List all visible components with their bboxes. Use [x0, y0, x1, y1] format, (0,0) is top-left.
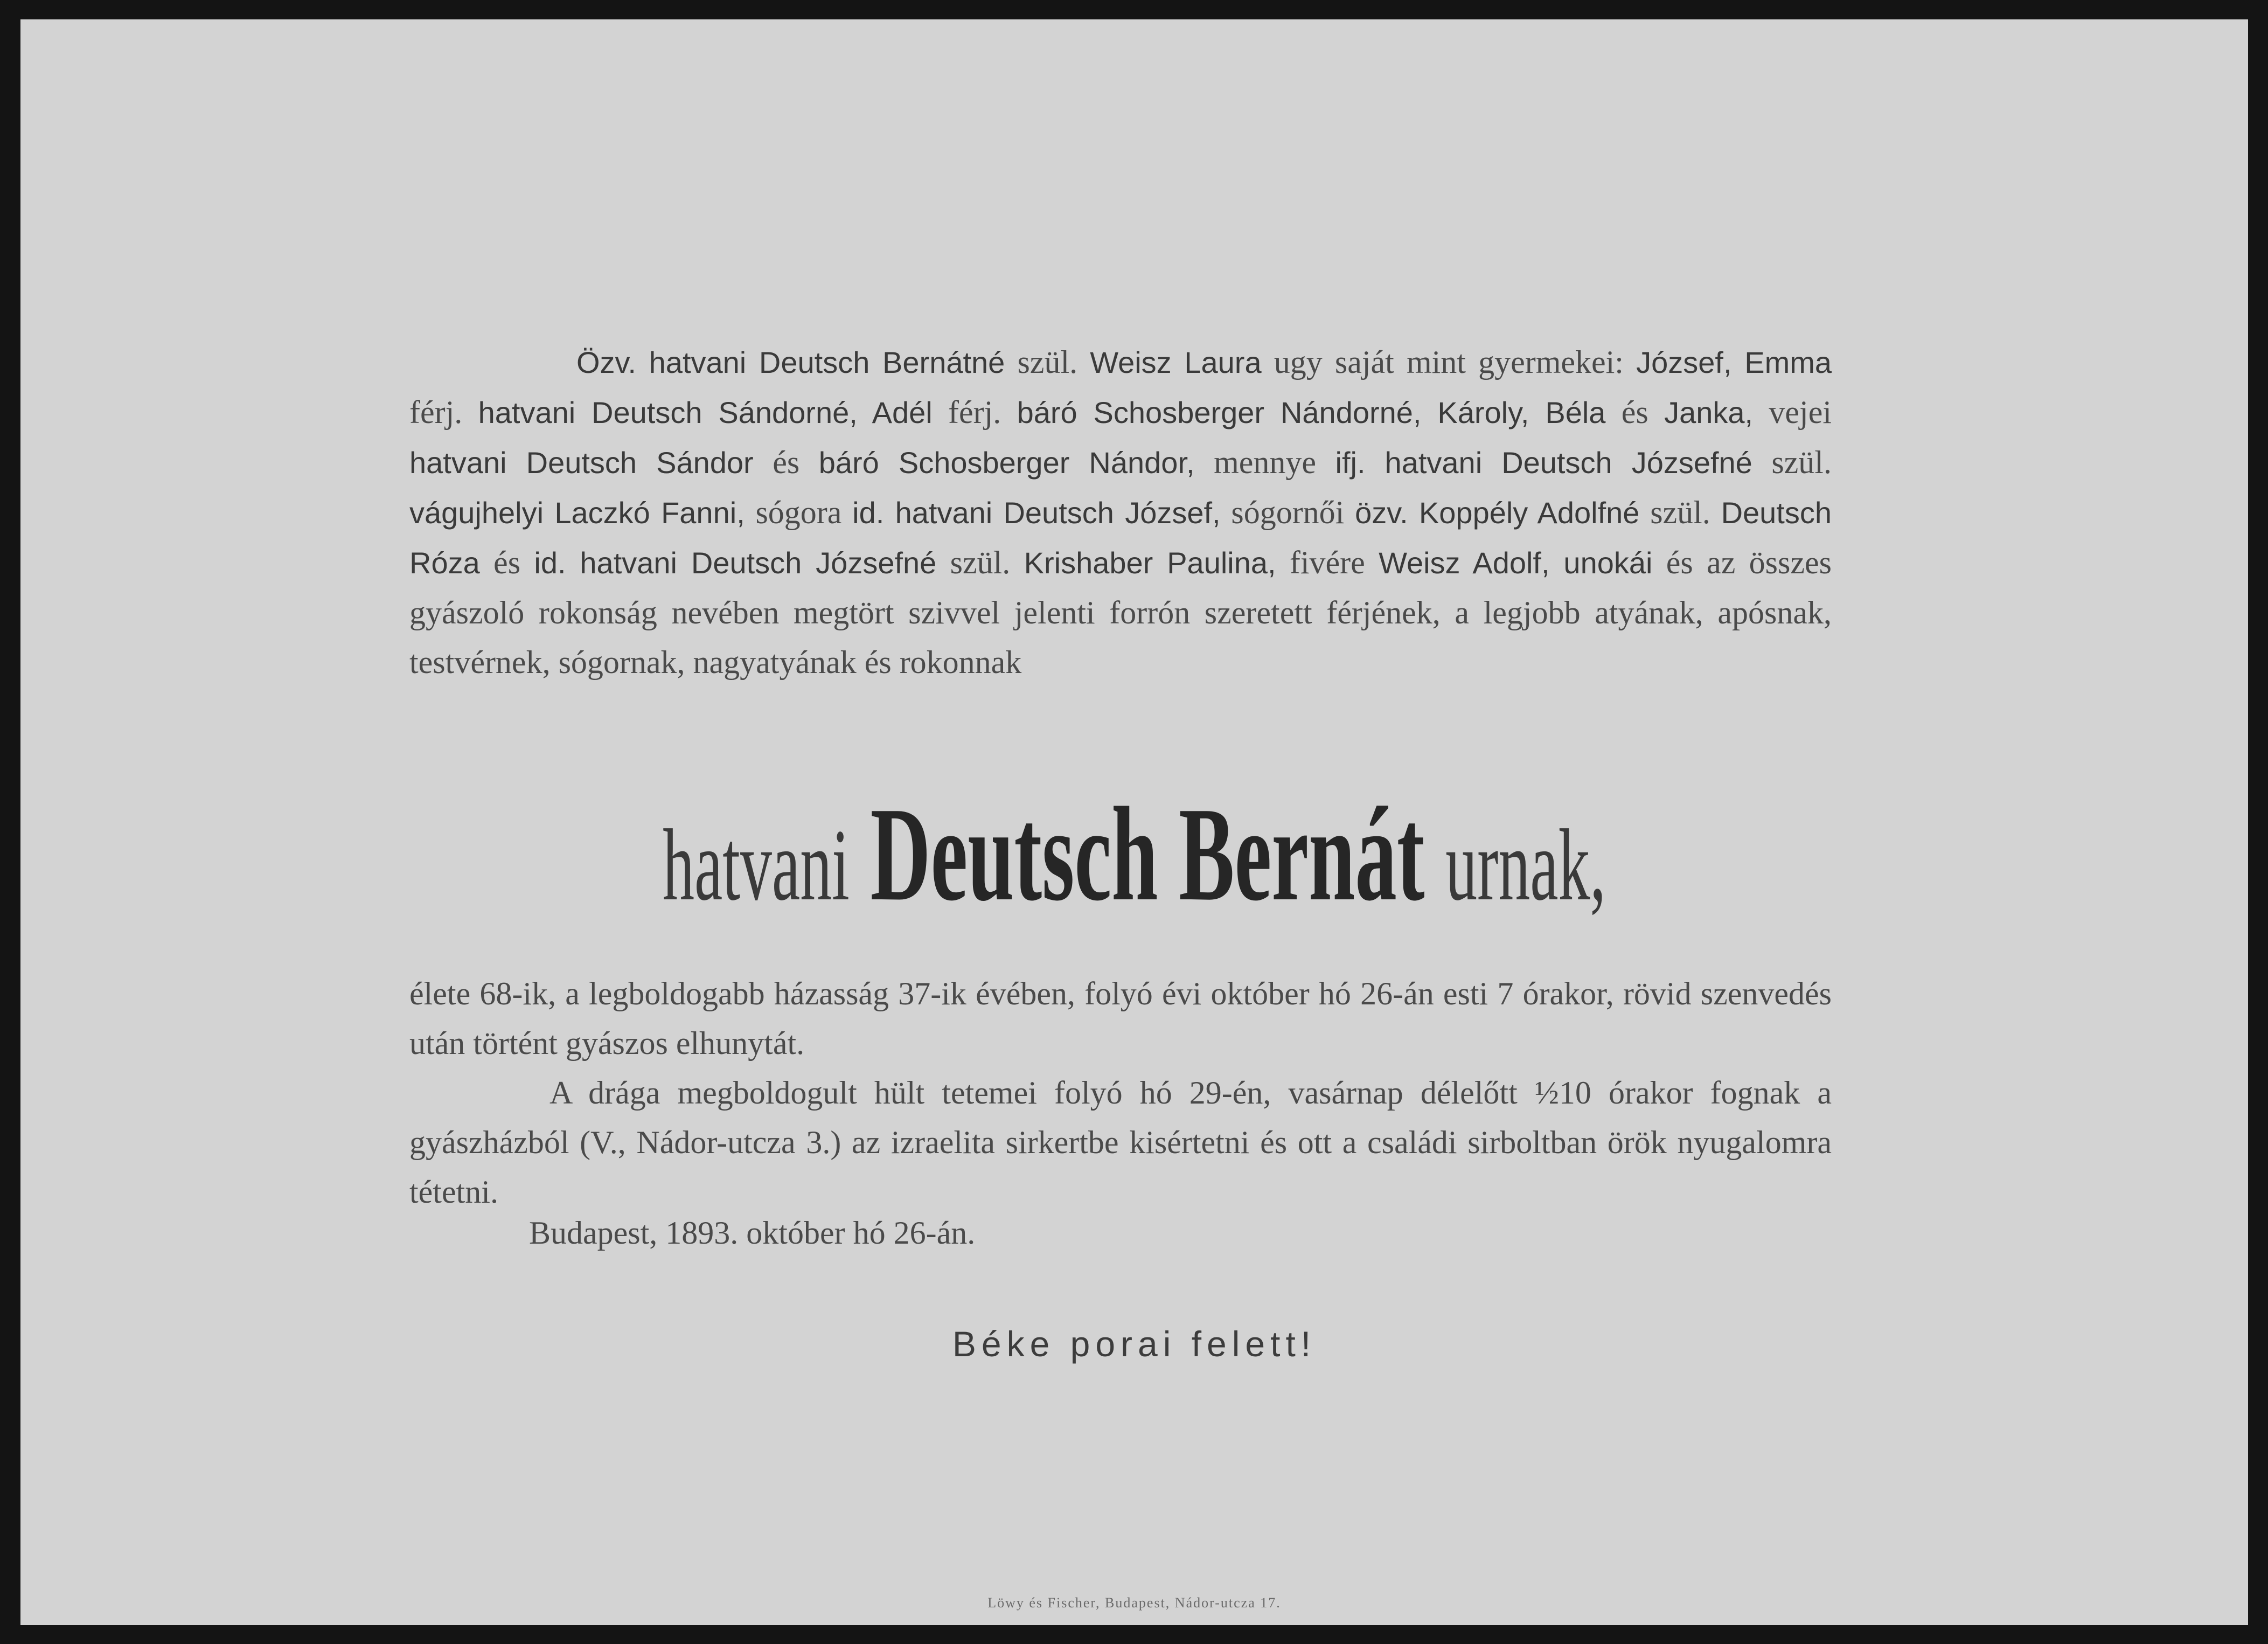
intro-segment: szül. [936, 545, 1024, 580]
closing-blessing: Béke porai felett! [952, 1324, 1317, 1364]
intro-segment: sógornői [1220, 495, 1355, 530]
intro-segment: mennye [1194, 445, 1335, 480]
intro-segment: vágujhelyi Laczkó Fanni, [409, 496, 745, 530]
intro-segment: szül. [1752, 445, 1832, 480]
intro-segment: Özv. hatvani Deutsch Bernátné [576, 345, 1005, 379]
intro-segment: báró Schosberger Nándor, [818, 446, 1195, 480]
intro-segment: férj. [932, 394, 1017, 430]
intro-segment: Weisz Laura [1090, 345, 1262, 379]
name-main: Deutsch Bernát [870, 780, 1425, 929]
name-suffix: urnak, [1445, 809, 1606, 922]
intro-segment: József, Emma [1636, 345, 1832, 379]
death-paragraph: élete 68-ik, a legboldogabb házasság 37-ik évében, folyó évi október hó 26-án esti 7 órakor, rövid szenvedés után történt gyászos elhunytát. [409, 976, 1832, 1061]
name-prefix: hatvani [663, 809, 850, 922]
intro-segment: és az összes gyászoló rokonság nevében megtört szivvel jelenti forrón szeretett férjének, a legjobb atyának, apósnak, testvérnek, sógornak, nagyatyának és rokonnak [409, 545, 1832, 680]
deceased-name-heading [444, 779, 1825, 941]
intro-segment: Janka, [1664, 396, 1754, 429]
intro-segment: vejei [1753, 394, 1832, 430]
intro-segment: hatvani Deutsch Sándor [409, 446, 754, 480]
death-notice-sheet [20, 19, 2248, 1625]
intro-segment: ugy saját mint gyermekei: [1261, 344, 1637, 380]
intro-segment: id. hatvani Deutsch József, [852, 496, 1221, 530]
intro-segment: sógora [745, 495, 853, 530]
intro-segment: Deutsch Róza [409, 496, 1832, 580]
intro-segment: szül. [1639, 495, 1721, 530]
intro-segment: ifj. hatvani Deutsch Józsefné [1335, 446, 1752, 480]
intro-segment: Krishaber Paulina, [1024, 546, 1276, 580]
date-line: Budapest, 1893. október hó 26-án. [529, 1215, 976, 1251]
intro-segment: és [1605, 394, 1665, 430]
intro-segment: Weisz Adolf, unokái [1379, 546, 1653, 580]
funeral-paragraph: A drága megboldogult hült tetemei folyó hó 29-én, vasárnap délelőtt ½10 órakor fognak a gyászházból (V., Nádor-utcza 3.) az izraelita sirkertbe kisértetni és ott a családi sirboltban örök nyugalomra tétetni. [409, 1075, 1832, 1210]
intro-segment: báró Schosberger Nándorné, Károly, Béla [1017, 396, 1606, 429]
printer-imprint: Löwy és Fischer, Budapest, Nádor-utcza 17. [987, 1595, 1281, 1611]
intro-segment: hatvani Deutsch Sándorné, Adél [478, 396, 933, 429]
intro-segment: özv. Koppély Adolfné [1355, 496, 1640, 530]
intro-segment: id. hatvani Deutsch Józsefné [534, 546, 937, 580]
intro-segment: szül. [1005, 344, 1090, 380]
intro-segment: férj. [409, 394, 478, 430]
intro-paragraph [409, 337, 1832, 687]
intro-segment: fivére [1276, 545, 1379, 580]
intro-segment: és [479, 545, 534, 580]
intro-segment: és [753, 445, 819, 480]
